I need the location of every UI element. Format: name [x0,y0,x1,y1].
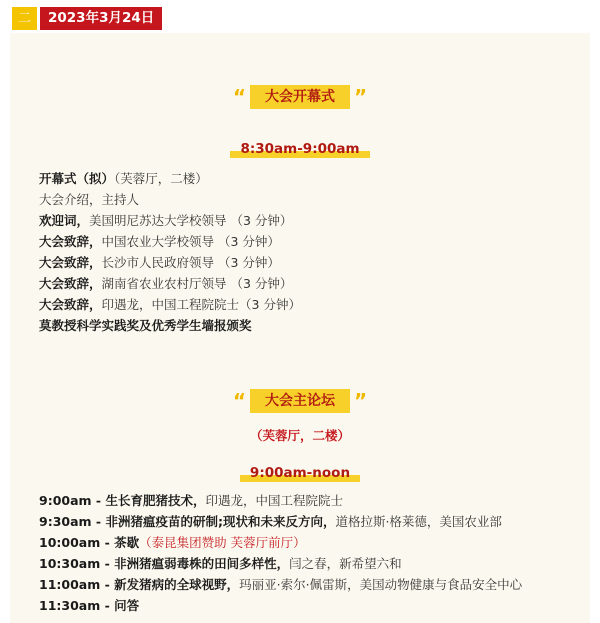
right-quote-icon: ” [354,85,368,109]
schedule-card [10,33,590,623]
list-item: 大会致辞，湖南省农业农村厅领导 （3 分钟） [39,276,293,291]
section1-title-bar [10,85,590,109]
section1-time-band [10,140,590,158]
day-number-badge: 二 [12,7,37,30]
list-item: 开幕式（拟）（芙蓉厅，二楼） [39,171,208,186]
list-item: 大会致辞，长沙市人民政府领导 （3 分钟） [39,255,280,270]
day-date-badge: 2023年3月24日 [40,7,162,30]
list-item: 11:00am - 新发猪病的全球视野，玛丽亚·索尔·佩雷斯，美国动物健康与食品安全中心 [39,577,523,592]
section1-lines [39,168,584,336]
list-item: 大会介绍，主持人 [39,192,140,207]
list-item: 大会致辞，中国农业大学校领导 （3 分钟） [39,234,280,249]
section1-time: 8:30am-9:00am [230,140,369,158]
left-quote-icon: “ [232,389,246,413]
list-item: 9:00am - 生长育肥猪技术，印遇龙，中国工程院院士 [39,493,343,508]
day-header [12,7,162,30]
right-quote-icon: ” [354,389,368,413]
section2-title: 大会主论坛 [250,389,350,413]
section2-lines [39,490,584,616]
list-item: 11:30am - 问答 [39,598,140,613]
list-item: 莫教授科学实践奖及优秀学生墙报颁奖 [39,318,252,333]
section2-title-bar [10,389,590,413]
section2-time-band [10,464,590,482]
list-item: 欢迎词，美国明尼苏达大学校领导 （3 分钟） [39,213,293,228]
list-item: 9:30am - 非洲猪瘟疫苗的研制;现状和未来反方向，道格拉斯·格莱德，美国农业部 [39,514,502,529]
section2-time: 9:00am-noon [240,464,360,482]
list-item: 大会致辞，印遇龙，中国工程院院士（3 分钟） [39,297,301,312]
section1-title: 大会开幕式 [250,85,350,109]
list-item: 10:30am - 非洲猪瘟弱毒株的田间多样性，闫之春，新希望六和 [39,556,402,571]
left-quote-icon: “ [232,85,246,109]
section2-venue: （芙蓉厅，二楼） [249,428,350,443]
list-item: 10:00am - 茶歇（泰昆集团赞助 芙蓉厅前厅） [39,535,306,550]
